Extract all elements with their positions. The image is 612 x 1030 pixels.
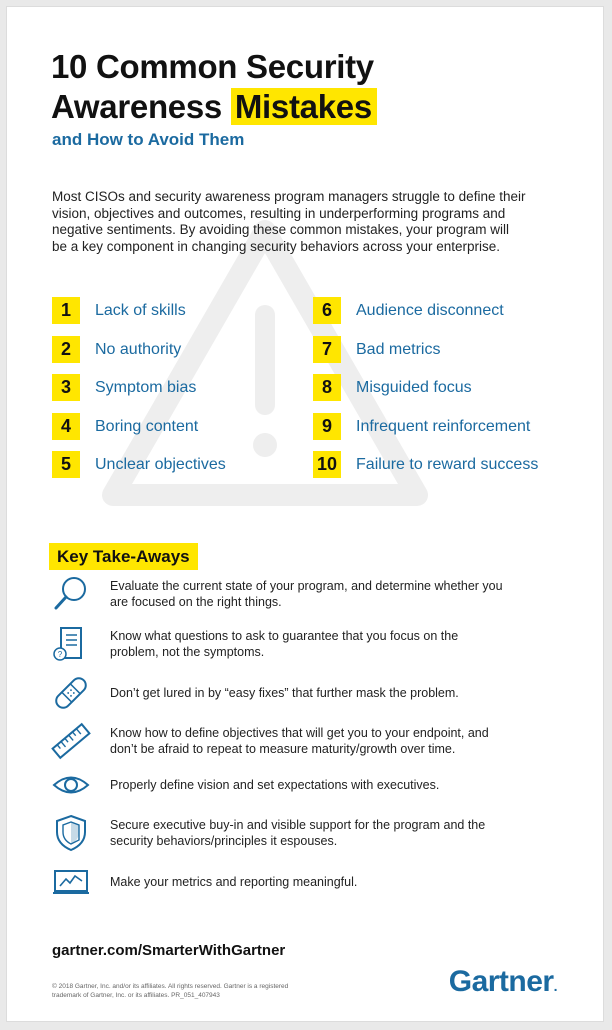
mistake-label: Boring content [95,417,199,435]
mistake-number: 6 [313,297,341,324]
monitor-chart-icon [51,862,91,902]
takeaway-text: Know what questions to ask to guarantee that you focus on the problem, not the symptoms. [110,629,459,659]
list-item [313,413,538,452]
takeaway-text: Properly define vision and set expectations with executives. [110,778,440,792]
takeaway-item [51,862,571,902]
bandage-icon [51,673,91,713]
document-question-icon [51,624,91,664]
eye-icon [51,765,91,805]
footer-url[interactable]: gartner.com/SmarterWithGartner [52,942,286,959]
page-title: 10 Common Security Awareness Mistakes [51,47,377,127]
mistake-label: Failure to reward success [356,456,539,473]
mistake-number: 7 [313,336,341,363]
svg-text:?: ? [57,650,63,659]
takeaway-text: Know how to define objectives that will get you to your endpoint, and don’t be afraid to repeat to measure maturity/growth over time. [110,726,489,756]
list-item [313,451,538,490]
shield-icon [51,813,91,853]
mistake-number: 9 [313,413,341,440]
takeaway-item [51,765,571,805]
list-item [313,374,538,413]
mistake-label: Misguided focus [356,379,472,396]
takeaway-text: Secure executive buy-in and visible support for the program and the security behaviors/principles it espouses. [110,818,486,848]
copyright-text: © 2018 Gartner, Inc. and/or its affiliates. All rights reserved. Gartner is a registered trademark of Gartner, Inc. or its affiliates. PR_051_407943 [52,983,289,999]
mistake-number: 4 [52,413,80,440]
mistake-number: 3 [52,374,80,401]
mistake-label: Lack of skills [95,302,186,319]
list-item [52,374,226,413]
takeaway-item [51,624,571,664]
mistake-label: Infrequent reinforcement [356,417,531,435]
mistake-number: 10 [313,451,341,478]
magnifier-icon [51,574,91,614]
title-highlight: Mistakes [231,88,377,125]
ruler-icon [51,721,91,761]
list-item [52,451,226,490]
takeaway-item [51,721,571,761]
subtitle: and How to Avoid Them [52,130,245,149]
takeaway-text: Make your metrics and reporting meaningful. [110,875,358,889]
mistake-number: 1 [52,297,80,324]
takeaway-item [51,673,571,713]
list-item [313,336,538,375]
mistake-number: 5 [52,451,80,478]
mistake-label: Bad metrics [356,340,441,358]
mistakes-list-right [313,297,538,490]
intro-paragraph: Most CISOs and security awareness program managers struggle to define their vision, objectives and outcomes, resulting in underperforming programs and negative sentiments. By avoiding these common mistakes, your program will be a key component in changing security behaviors across your enterprise. [52,189,526,254]
takeaways-heading: Key Take-Aways [49,543,198,570]
takeaway-text: Evaluate the current state of your program, and determine whether you are focused on the right things. [110,579,503,609]
takeaway-item [51,813,571,853]
mistake-number: 8 [313,374,341,401]
mistakes-list-left [52,297,226,490]
list-item [313,297,538,336]
takeaway-item [51,574,571,614]
gartner-logo: Gartner. [448,965,557,998]
takeaway-text: Don’t get lured in by “easy fixes” that further mask the problem. [110,686,459,700]
mistake-label: Audience disconnect [356,302,504,319]
list-item [52,297,226,336]
mistake-label: Unclear objectives [95,456,226,473]
list-item [52,336,226,375]
list-item [52,413,226,452]
mistake-number: 2 [52,336,80,363]
infographic-card [6,6,604,1022]
mistake-label: No authority [95,340,182,358]
mistake-label: Symptom bias [95,379,197,396]
